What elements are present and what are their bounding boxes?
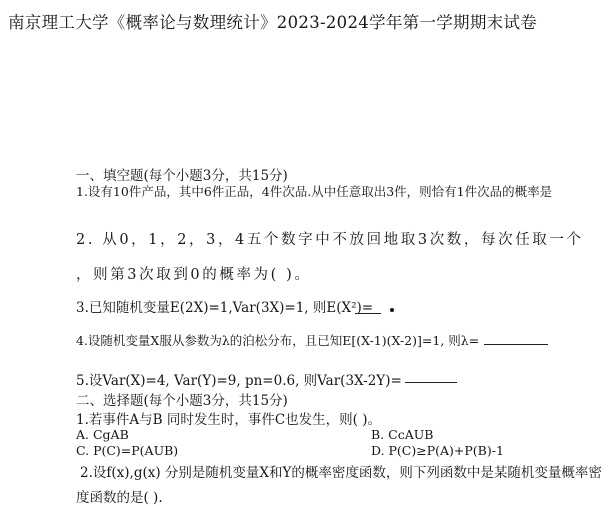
- section-fill-in-heading: 一、填空题(每个小题3分，共15分): [76, 168, 288, 184]
- choice-option-b: B. CcAUB: [371, 427, 434, 442]
- answer-blank-q4: [484, 344, 548, 345]
- fill-in-question-5: 5.设Var(X)=4, Var(Y)=9, pn=0.6, 则Var(3X-2Y)=: [76, 373, 402, 389]
- fill-in-question-2-line-1: 2. 从0，1，2，3，4五个数字中不放回地取3次数，每次任取一个: [76, 232, 584, 248]
- choice-question-2-line-2: 度函数的是( ).: [76, 490, 163, 506]
- fill-in-question-2-line-2: ，则第3次取到0的概率为( )。: [76, 267, 312, 283]
- fill-in-question-1: 1.设有10件产品，其中6件正品，4件次品.从中任意取出3件，则恰有1件次品的概率是: [76, 184, 553, 199]
- choice-option-a: A. CgAB: [76, 427, 129, 442]
- choice-question-1: 1.若事件A与B 同时发生时，事件C也发生，则( )。: [76, 412, 381, 428]
- fill-in-question-3: 3.已知随机变量E(2X)=1,Var(3X)=1, 则E(X²)=: [76, 300, 374, 316]
- section-choice-heading: 二、选择题(每个小题3分，共15分): [76, 393, 288, 409]
- choice-question-2-line-1: 2.设f(x),g(x) 分别是随机变量X和Y的概率密度函数，则下列函数中是某随机变量概率密: [80, 465, 602, 481]
- choice-option-d: D. P(C)≥P(A)+P(B)-1: [371, 443, 504, 458]
- period-mark: [390, 308, 394, 312]
- answer-blank-q3: [355, 313, 381, 314]
- fill-in-question-4: 4.设随机变量X服从参数为λ的泊松分布，且已知E[(X-1)(X-2)]=1, 则λ=: [76, 333, 480, 348]
- answer-blank-q5: [405, 382, 457, 383]
- choice-option-c: C. P(C)=P(AUB): [76, 443, 179, 458]
- exam-title: 南京理工大学《概率论与数理统计》2023-2024学年第一学期期末试卷: [8, 13, 538, 32]
